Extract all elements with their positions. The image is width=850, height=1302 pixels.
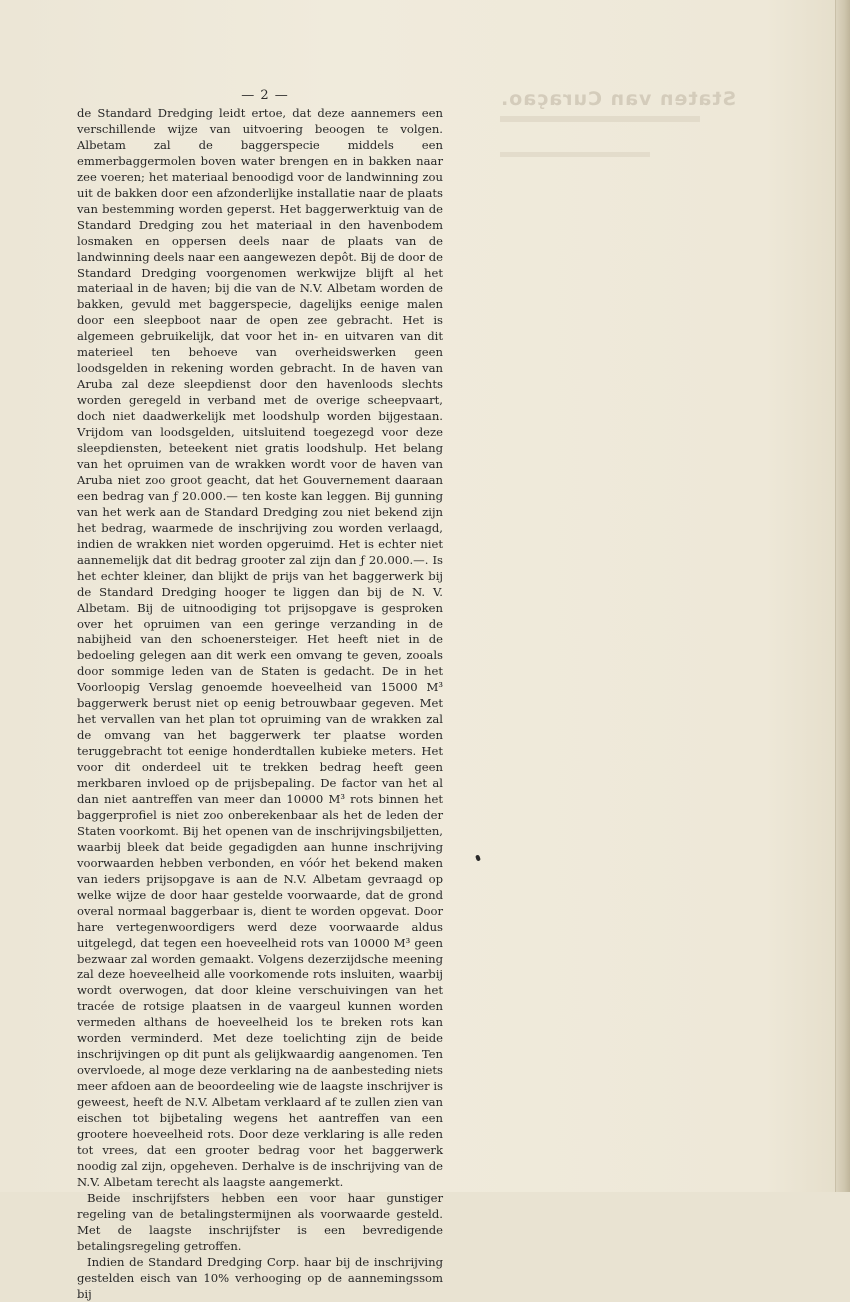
page-number: — 2 — xyxy=(241,88,289,103)
ink-speck xyxy=(475,854,481,861)
bleed-through-line xyxy=(500,152,650,157)
paragraph: Indien de Standard Dredging Corp. haar bij de inschrijving gestelden eisch van 10% verhooging op de aannemingssom bij xyxy=(77,1254,443,1301)
bleed-through-heading-text: Staten van Curaçao. xyxy=(500,88,737,110)
page-edge xyxy=(835,0,850,1192)
paragraph: de Standard Dredging leidt ertoe, dat deze aannemers een verschillende wijze van uitvoering beoogen te volgen. Albetam zal de baggerspecie middels een emmerbaggermolen boven water brengen en in bakken naar zee voeren; het materiaal benoodigd voor de landwinning zou uit de bakken door een afzonderlijke installatie naar de plaats van bestemming worden geperst. Het baggerwerktuig van de Standard Dredging zou het materiaal in den havenbodem losmaken en oppersen deels naar de plaats van de landwinning deels naar een aangewezen depôt. Bij de door de Standard Dredging voorgenomen werkwijze blijft al het materiaal in de haven; bij die van de N.V. Albetam worden de bakken, gevuld met baggerspecie, dagelijks eenige malen door een sleepboot naar de open zee gebracht. Het is algemeen gebruikelijk, dat voor het in- en uitvaren van dit materieel ten behoeve van overheidswerken geen loodsgelden in rekening worden gebracht. In de haven van Aruba zal deze sleepdienst door den havenloods slechts worden geregeld in verband met de overige scheepvaart, doch niet daadwerkelijk met loodshulp worden bijgestaan. Vrijdom van loodsgelden, uitsluitend toegezegd voor deze sleepdiensten, beteekent niet gratis loodshulp. Het belang van het opruimen van de wrakken wordt voor de haven van Aruba niet zoo groot geacht, dat het Gouvernement daaraan een bedrag van ƒ 20.000.— ten koste kan leggen. Bij gunning van het werk aan de Standard Dredging zou niet bekend zijn het bedrag, waarmede de inschrijving zou worden verlaagd, indien de wrakken niet worden opgeruimd. Het is echter niet aannemelijk dat dit bedrag grooter zal zijn dan ƒ 20.000.—. Is het echter kleiner, dan blijkt de prijs van het baggerwerk bij de Standard Dredging hooger te liggen dan bij de N. V. Albetam. Bij de uitnoodiging tot prijsopgave is gesproken over het opruimen van een geringe verzanding in de nabijheid van den schoenersteiger. Het heeft niet in de bedoeling gelegen aan dit werk een omvang te geven, zooals door sommige leden van de Staten is gedacht. De in het Voorloopig Verslag genoemde hoeveelheid van 15000 M³ baggerwerk berust niet op eenig betrouwbaar gegeven. Met het vervallen van het plan tot opruiming van de wrakken zal de omvang van het baggerwerk ter plaatse worden teruggebracht tot eenige honderdtallen kubieke meters. Het voor dit onderdeel uit te trekken bedrag heeft geen merkbaren invloed op de prijsbepaling. De factor van het al dan niet aantreffen van meer dan 10000 M³ rots binnen het baggerprofiel is niet zoo onberekenbaar als het de leden der Staten voorkomt. Bij het openen van de inschrijvingsbiljetten, waarbij bleek dat beide gegadigden aan hunne inschrijving voorwaarden hebben verbonden, en vóór het bekend maken van ieders prijsopgave is aan de N.V. Albetam gevraagd op welke wijze de door haar gestelde voorwaarde, dat de grond overal normaal baggerbaar is, dient te worden opgevat. Door hare vertegenwoordigers werd deze voorwaarde aldus uitgelegd, dat tegen een hoeveelheid rots van 10000 M³ geen bezwaar zal worden gemaakt. Volgens dezerzijdsche meening zal deze hoeveelheid alle voorkomende rots insluiten, waarbij wordt overwogen, dat door kleine verschuivingen van het tracée de rotsige plaatsen in de vaargeul kunnen worden vermeden althans de hoeveelheid los te breken rots kan worden verminderd. Met deze toelichting zijn de beide inschrijvingen op dit punt als gelijkwaardig aangenomen. Ten overvloede, al moge deze verklaring na de aanbesteding niets meer afdoen aan de beoordeeling wie de laagste inschrijver is geweest, heeft de N.V. Albetam verklaard af te zullen zien van eischen tot bijbetaling wegens het aantreffen van een grootere hoeveelheid rots. Door deze verklaring is alle reden tot vrees, dat een grooter bedrag voor het baggerwerk noodig zal zijn, opgeheven. Derhalve is de inschrijving van de N.V. Albetam terecht als laagste aangemerkt. xyxy=(77,106,443,1189)
bleed-through-line xyxy=(500,116,700,122)
paragraph: Beide inschrijfsters hebben een voor haar gunstiger regeling van de betalingstermijnen als voorwaarde gesteld. Met de laagste inschrijfster is een bevredigende betalingsregeling getroffen. xyxy=(77,1190,443,1253)
bleed-through-heading xyxy=(500,88,820,157)
body-text xyxy=(77,106,443,1302)
